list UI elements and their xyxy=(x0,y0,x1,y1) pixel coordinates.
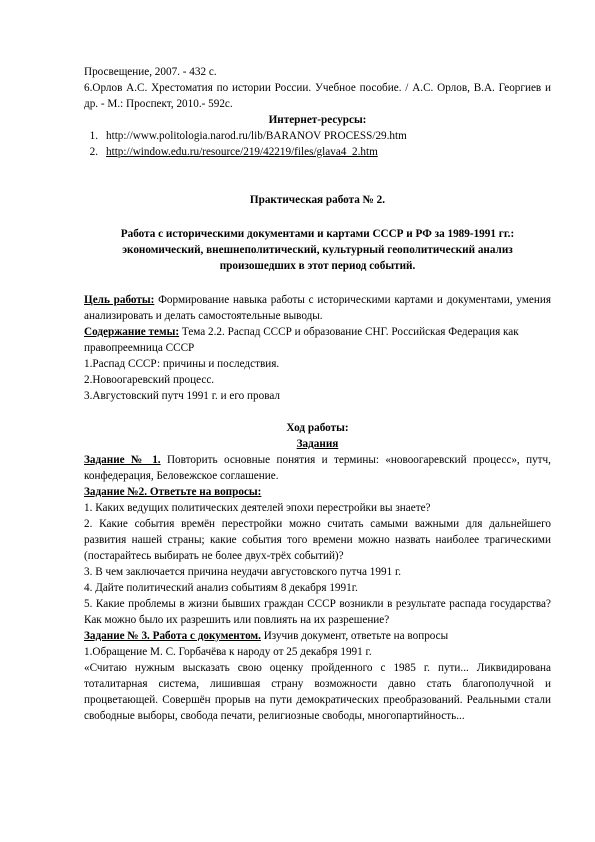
topic-item: 2.Новоогаревский процесс. xyxy=(84,374,215,386)
internet-link[interactable]: http://www.politologia.narod.ru/lib/BARANOV PROCESS/29.htm xyxy=(106,130,407,142)
internet-link-item: 1. http://www.politologia.narod.ru/lib/BARANOV PROCESS/29.htm xyxy=(89,130,407,142)
internet-links-list xyxy=(84,128,551,160)
task3-text: Изучив документ, ответьте на вопросы xyxy=(260,630,449,642)
topic-item: 1.Распад СССР: причины и последствия. xyxy=(84,358,280,370)
question-item: 4. Дайте политический анализ событиям 8 декабря 1991г. xyxy=(84,582,358,594)
goal-text: Формирование навыка работы с историческими картами и документами, умения анализировать и делать самостоятельные выводы. xyxy=(84,294,551,322)
practical-work-title: Практическая работа № 2. xyxy=(249,194,386,206)
internet-resources-heading: Интернет-ресурсы: xyxy=(268,114,367,126)
document-quote: «Считаю нужным высказать свою оценку пройденного с 1985 г. пути... Ликвидирована тоталитарная система, лишившая страну возможности давно стать благополучной и процветающей. Совершён прорыв на пути демократических преобразований. Реальными стали свободные выборы, свобода печати, религиозные свободы, многопартийность... xyxy=(84,662,551,722)
document-title: 1.Обращение М. С. Горбачёва к народу от 25 декабря 1991 г. xyxy=(84,646,372,658)
content-paragraph xyxy=(84,324,551,356)
topic-item: 3.Августовский путч 1991 г. и его провал xyxy=(84,390,281,402)
task2-label: Задание №2. Ответьте на вопросы: xyxy=(84,486,262,498)
task3-paragraph xyxy=(84,628,551,644)
practical-work-subtitle: Работа с историческими документами и картами СССР и РФ за 1989-1991 гг.: экономический, внешнеполитический, культурный геополитический анализ произошедших в этот период событий. xyxy=(120,228,515,272)
internet-link[interactable]: http://window.edu.ru/resource/219/42219/files/glava4_2.htm xyxy=(106,146,378,158)
question-item: 5. Какие проблемы в жизни бывших граждан СССР возникли в результате распада государства? Как можно было их разрешить или повлиять на их разрешение? xyxy=(84,598,551,626)
reference-item: 6.Орлов А.С. Хрестоматия по истории России. Учебное пособие. / А.С. Орлов, В.А. Георгиев и др. - М.: Проспект, 2010.- 592с. xyxy=(84,82,551,110)
task1-label: Задание № 1. xyxy=(84,454,161,466)
tasks-heading: Задания xyxy=(296,438,339,450)
reference-line: Просвещение, 2007. - 432 с. xyxy=(84,66,217,78)
goal-paragraph xyxy=(84,292,551,324)
internet-link-item: 2. http://window.edu.ru/resource/219/42219/files/glava4_2.htm xyxy=(89,146,378,158)
document-page xyxy=(84,64,551,724)
content-text: Тема 2.2. Распад СССР и образование СНГ. Российская Федерация как правопреемница СССР xyxy=(84,326,519,354)
progress-heading: Ход работы: xyxy=(286,422,349,434)
question-item: 3. В чем заключается причина неудачи августовского путча 1991 г. xyxy=(84,566,402,578)
content-label: Содержание темы: xyxy=(84,326,180,338)
task1-paragraph xyxy=(84,452,551,484)
question-item: 2. Какие события времён перестройки можно считать самыми важными для дальнейшего развития нашей страны; какие события того времени можно назвать наиболее трагическими (постарайтесь выбирать не более двух-трёх событий)? xyxy=(84,518,551,562)
question-item: 1. Каких ведущих политических деятелей эпохи перестройки вы знаете? xyxy=(84,502,431,514)
goal-label: Цель работы: xyxy=(84,294,155,306)
task3-label: Задание № 3. Работа с документом. xyxy=(84,630,261,642)
task1-text: Повторить основные понятия и термины: «новоогаревский процесс», путч, конфедерация, Беловежское соглашение. xyxy=(84,454,551,482)
